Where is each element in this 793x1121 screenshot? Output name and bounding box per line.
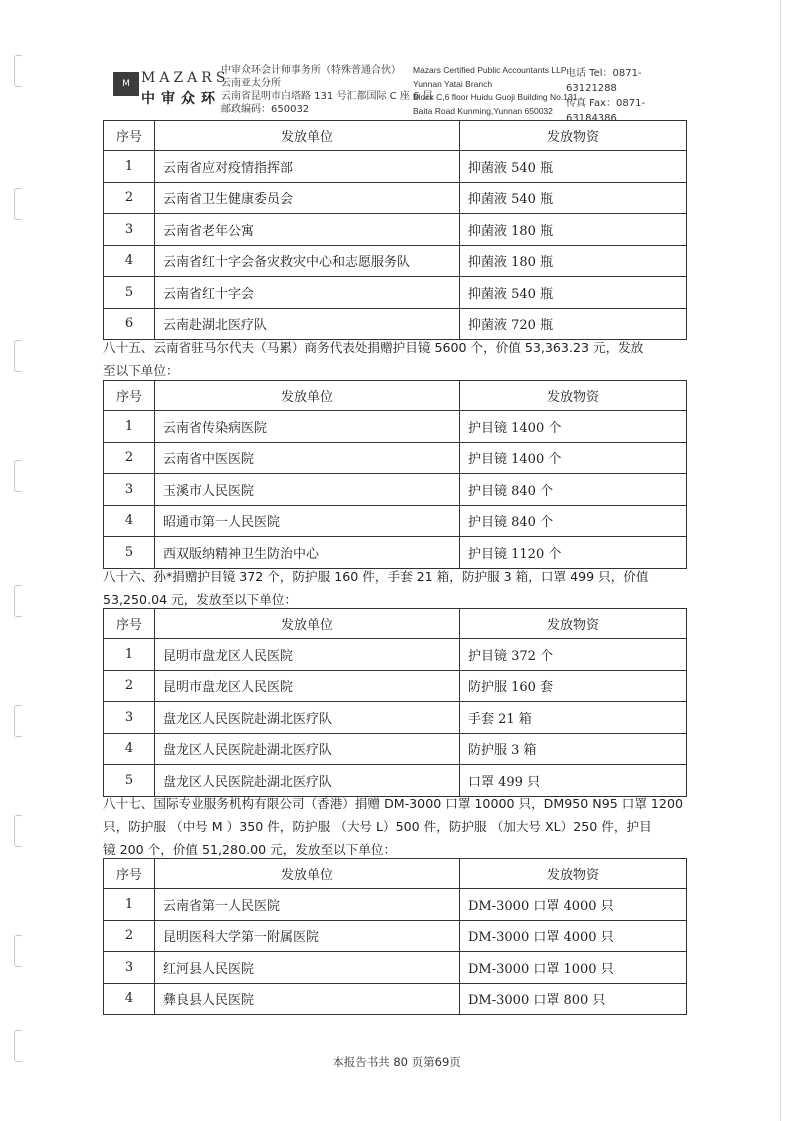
mazars-logo: M [113, 72, 139, 96]
row-number: 2 [104, 442, 155, 474]
row-number: 4 [104, 983, 155, 1015]
binder-marks [14, 0, 24, 1121]
header-item: 发放物资 [460, 121, 687, 151]
paragraph-86: 八十六、孙*捐赠护目镜 372 个，防护服 160 件，手套 21 箱，防护服 3 箱，口罩 499 只，价值 53,250.04 元，发放至以下单位： [103, 569, 649, 607]
row-number: 4 [104, 505, 155, 537]
distributed-item: 口罩 499 只 [460, 765, 687, 797]
table-row [104, 670, 687, 702]
row-number: 4 [104, 733, 155, 765]
row-number: 3 [104, 474, 155, 506]
page-edge [780, 0, 781, 1121]
header-no: 序号 [104, 609, 155, 639]
row-number: 3 [104, 214, 155, 246]
table-row [104, 920, 687, 952]
distributed-item: 抑菌液 180 瓶 [460, 245, 687, 277]
recipient-unit: 云南省红十字会备灾救灾中心和志愿服务队 [155, 245, 460, 277]
recipient-unit: 昭通市第一人民医院 [155, 505, 460, 537]
recipient-unit: 云南省老年公寓 [155, 214, 460, 246]
table-row [104, 733, 687, 765]
table-row [104, 537, 687, 569]
table-row [104, 442, 687, 474]
row-number: 5 [104, 537, 155, 569]
distributed-item: DM-3000 口罩 1000 只 [460, 952, 687, 984]
header-unit: 发放单位 [155, 381, 460, 411]
recipient-unit: 盘龙区人民医院赴湖北医疗队 [155, 733, 460, 765]
table-row [104, 411, 687, 443]
distributed-item: 护目镜 840 个 [460, 505, 687, 537]
table-row [104, 308, 687, 340]
row-number: 3 [104, 952, 155, 984]
recipient-unit: 云南省应对疫情指挥部 [155, 151, 460, 183]
distributed-item: DM-3000 口罩 4000 只 [460, 920, 687, 952]
letterhead [103, 64, 683, 122]
row-number: 3 [104, 702, 155, 734]
letterhead-contact: 电话 Tel：0871-63121288 传真 Fax：0871-63184386 [566, 68, 646, 124]
table-row [104, 214, 687, 246]
distributed-item: 抑菌液 540 瓶 [460, 182, 687, 214]
distributed-item: 抑菌液 540 瓶 [460, 277, 687, 309]
table-row [104, 639, 687, 671]
row-number: 4 [104, 245, 155, 277]
distributed-item: 防护服 160 套 [460, 670, 687, 702]
distributed-item: 防护服 3 箱 [460, 733, 687, 765]
recipient-unit: 云南赴湖北医疗队 [155, 308, 460, 340]
distributed-item: 抑菌液 720 瓶 [460, 308, 687, 340]
recipient-unit: 昆明医科大学第一附属医院 [155, 920, 460, 952]
table-row [104, 952, 687, 984]
row-number: 2 [104, 920, 155, 952]
distributed-item: 护目镜 1400 个 [460, 442, 687, 474]
table-row [104, 151, 687, 183]
distributed-item: 手套 21 箱 [460, 702, 687, 734]
recipient-unit: 昆明市盘龙区人民医院 [155, 639, 460, 671]
distributed-item: DM-3000 口罩 4000 只 [460, 889, 687, 921]
brand-en: MAZARS [141, 70, 230, 86]
recipient-unit: 云南省红十字会 [155, 277, 460, 309]
header-item: 发放物资 [460, 381, 687, 411]
recipient-unit: 云南省卫生健康委员会 [155, 182, 460, 214]
recipient-unit: 红河县人民医院 [155, 952, 460, 984]
distributed-item: 护目镜 1120 个 [460, 537, 687, 569]
table-row [104, 277, 687, 309]
row-number: 6 [104, 308, 155, 340]
row-number: 1 [104, 889, 155, 921]
recipient-unit: 云南省中医医院 [155, 442, 460, 474]
paragraph-87: 八十七、国际专业服务机构有限公司（香港）捐赠 DM-3000 口罩 10000 只，DM950 N95 口罩 1200 只，防护服 （中号 M ）350 件，防护服 （大号 L）500 件，防护服 （加大号 XL）250 件，护目 镜 200 个，价值 51,280.00 元，发放至以下单位： [103, 796, 683, 857]
recipient-unit: 云南省传染病医院 [155, 411, 460, 443]
recipient-unit: 昆明市盘龙区人民医院 [155, 670, 460, 702]
row-number: 1 [104, 639, 155, 671]
recipient-unit: 云南省第一人民医院 [155, 889, 460, 921]
distribution-table-4 [103, 858, 687, 1015]
recipient-unit: 彝良县人民医院 [155, 983, 460, 1015]
row-number: 5 [104, 765, 155, 797]
table-row [104, 983, 687, 1015]
table-row [104, 505, 687, 537]
recipient-unit: 西双版纳精神卫生防治中心 [155, 537, 460, 569]
brand-cn: 中审众环 [141, 91, 221, 107]
header-no: 序号 [104, 859, 155, 889]
distribution-table-3 [103, 608, 687, 797]
distributed-item: 护目镜 1400 个 [460, 411, 687, 443]
letterhead-cn-address: 中审众环会计师事务所（特殊普通合伙） 云南亚太分所 云南省昆明市白塔路 131 号汇都国际 C 座 6 层 邮政编码：650032 [221, 65, 433, 115]
header-unit: 发放单位 [155, 609, 460, 639]
page-footer: 本报告书共 80 页第69页 [332, 1055, 461, 1069]
distribution-table-1 [103, 120, 687, 340]
recipient-unit: 盘龙区人民医院赴湖北医疗队 [155, 765, 460, 797]
row-number: 2 [104, 670, 155, 702]
distributed-item: 抑菌液 180 瓶 [460, 214, 687, 246]
header-item: 发放物资 [460, 859, 687, 889]
table-row [104, 889, 687, 921]
header-unit: 发放单位 [155, 121, 460, 151]
table-row [104, 474, 687, 506]
distributed-item: DM-3000 口罩 800 只 [460, 983, 687, 1015]
header-unit: 发放单位 [155, 859, 460, 889]
paragraph-85: 八十五、云南省驻马尔代夫（马累）商务代表处捐赠护目镜 5600 个，价值 53,363.23 元，发放 至以下单位： [103, 340, 644, 378]
table-row [104, 245, 687, 277]
header-no: 序号 [104, 381, 155, 411]
header-no: 序号 [104, 121, 155, 151]
row-number: 1 [104, 151, 155, 183]
row-number: 2 [104, 182, 155, 214]
table-row [104, 702, 687, 734]
distributed-item: 护目镜 372 个 [460, 639, 687, 671]
recipient-unit: 盘龙区人民医院赴湖北医疗队 [155, 702, 460, 734]
row-number: 5 [104, 277, 155, 309]
distribution-table-2 [103, 380, 687, 569]
row-number: 1 [104, 411, 155, 443]
table-row [104, 182, 687, 214]
letterhead-en-address: Mazars Certified Public Accountants LLP Yunnan Yatai Branch Block C,6 floor Huidu Guoji Building No.131 Baita Road Kunming,Yunnan 650032 [413, 65, 578, 116]
distributed-item: 护目镜 840 个 [460, 474, 687, 506]
recipient-unit: 玉溪市人民医院 [155, 474, 460, 506]
header-item: 发放物资 [460, 609, 687, 639]
distributed-item: 抑菌液 540 瓶 [460, 151, 687, 183]
